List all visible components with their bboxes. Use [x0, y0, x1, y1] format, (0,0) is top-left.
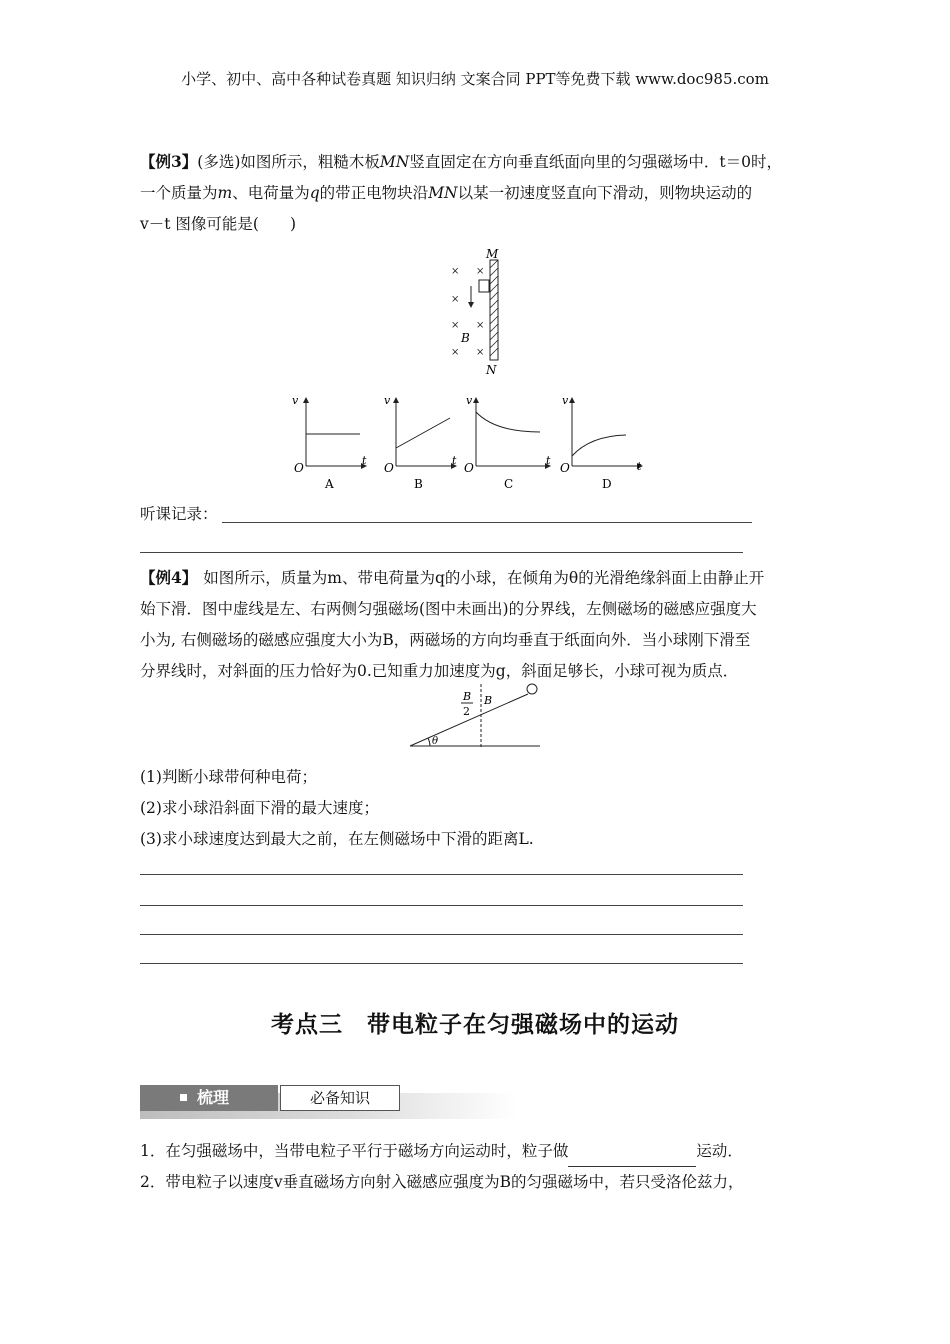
notes-line[interactable] [222, 522, 752, 523]
curve-b [396, 418, 450, 448]
banner-right: 必备知识 [280, 1085, 400, 1111]
label-m: M [486, 247, 499, 261]
example4-line3: 小为, 右侧磁场的磁感应强度大小为B，两磁场的方向均垂直于纸面向外．当小球刚下滑至 [140, 631, 751, 649]
origin: O [384, 461, 394, 475]
fill-blank[interactable] [568, 1146, 696, 1167]
charged-block [479, 280, 489, 292]
notes-label: 听课记录： [140, 505, 218, 523]
page-header: 小学、初中、高中各种试卷真题 知识归纳 文案合同 PPT等免费下载 www.doc985.com [181, 70, 769, 88]
example3-line3: v－t 图像可能是( ) [140, 215, 297, 233]
example3-line2-d: 以某一初速度竖直向下滑动，则物块运动的 [457, 184, 753, 202]
axis-t: t [452, 454, 457, 467]
mn-symbol: MN [379, 153, 410, 171]
example4-line1 [140, 562, 820, 594]
knowledge-item-1 [140, 1136, 830, 1167]
axis-v: v [384, 394, 391, 407]
left-field-b: B [463, 690, 472, 703]
charge-symbol: q [309, 184, 320, 202]
ball [527, 684, 537, 694]
banner-left [140, 1085, 278, 1111]
curve-d [572, 435, 626, 456]
axis-v: v [292, 394, 299, 407]
field-cross: × [451, 294, 460, 305]
field-cross: × [476, 266, 485, 277]
section-banner [140, 1085, 518, 1119]
example4-tag: 【例4】 [140, 568, 198, 587]
questions [140, 762, 820, 855]
origin: O [294, 461, 304, 475]
example4-line4: 分界线时，对斜面的压力恰好为0.已知重力加速度为g，斜面足够长，小球可视为质点． [140, 662, 739, 680]
example3-tag: 【例3】 [140, 152, 198, 171]
example3-line2-c: 的带正电物块沿 [319, 184, 429, 202]
graph-label-b: B [414, 477, 423, 491]
axis-t: t [637, 460, 642, 473]
label-n: N [486, 363, 497, 376]
graph-label-c: C [504, 477, 514, 491]
graph-label-d: D [602, 477, 612, 491]
example3-line1-a: (多选)如图所示，粗糙木板 [197, 153, 380, 171]
example3-text [140, 146, 820, 240]
graph-label-a: A [325, 477, 334, 491]
example4-line1-text: 如图所示，质量为m、带电荷量为q的小球，在倾角为θ的光滑绝缘斜面上由静止开 [203, 569, 765, 587]
knowledge-item-2: 2．带电粒子以速度v垂直磁场方向射入磁感应强度为B的匀强磁场中，若只受洛伦兹力， [140, 1173, 744, 1191]
question-1: (1)判断小球带何种电荷； [140, 768, 317, 786]
board-field-diagram [440, 244, 510, 376]
example3-line2-b: 、电荷量为 [232, 184, 310, 202]
example4-text [140, 562, 820, 687]
graph-c [464, 394, 551, 491]
field-cross: × [476, 320, 485, 331]
answer-line[interactable] [140, 963, 743, 964]
right-field-b: B [484, 694, 493, 707]
field-cross: × [476, 347, 485, 358]
label-b: B [461, 331, 470, 345]
knowledge-list [140, 1136, 830, 1198]
curve-c [476, 412, 540, 432]
example3-line2-a: 一个质量为 [140, 184, 218, 202]
origin: O [464, 461, 474, 475]
example3-line1 [140, 146, 820, 178]
origin: O [560, 461, 570, 475]
incline-diagram [400, 680, 550, 752]
question-3: (3)求小球速度达到最大之前，在左侧磁场中下滑的距离L. [140, 830, 534, 848]
axis-v: v [466, 394, 473, 407]
knowledge-item-1-a: 1．在匀强磁场中，当带电粒子平行于磁场方向运动时，粒子做 [140, 1142, 569, 1160]
square-bullet-icon [180, 1094, 187, 1101]
velocity-arrowhead [468, 302, 474, 308]
graph-b [384, 394, 457, 491]
example3-line2 [140, 178, 820, 209]
field-cross: × [451, 347, 460, 358]
graph-a [292, 394, 367, 491]
left-field-den: 2 [463, 705, 470, 718]
field-cross: × [451, 320, 460, 331]
graph-d [560, 394, 642, 491]
example4-line2: 始下滑．图中虚线是左、右两侧匀强磁场(图中未画出)的分界线，左侧磁场的磁感应强度大 [140, 600, 757, 618]
axis-t: t [546, 454, 551, 467]
axis-t: t [362, 454, 367, 467]
vt-graphs [290, 392, 650, 494]
axis-v: v [562, 394, 569, 407]
theta-label: θ [432, 736, 439, 747]
answer-line[interactable] [140, 874, 743, 875]
knowledge-item-1-b: 运动． [696, 1142, 743, 1160]
mass-symbol: m [217, 184, 233, 202]
question-2: (2)求小球沿斜面下滑的最大速度； [140, 799, 379, 817]
banner-left-label: 梳理 [197, 1088, 230, 1107]
mn-symbol-2: MN [428, 184, 458, 202]
answer-line[interactable] [140, 905, 743, 906]
t0-text: t＝0时， [719, 153, 782, 171]
example3-line1-b: 竖直固定在方向垂直纸面向里的匀强磁场中． [409, 153, 720, 171]
section-title: 考点三 带电粒子在匀强磁场中的运动 [271, 1012, 679, 1038]
notes-line[interactable] [140, 552, 743, 553]
field-cross: × [451, 266, 460, 277]
angle-arc [428, 738, 430, 746]
answer-line[interactable] [140, 934, 743, 935]
